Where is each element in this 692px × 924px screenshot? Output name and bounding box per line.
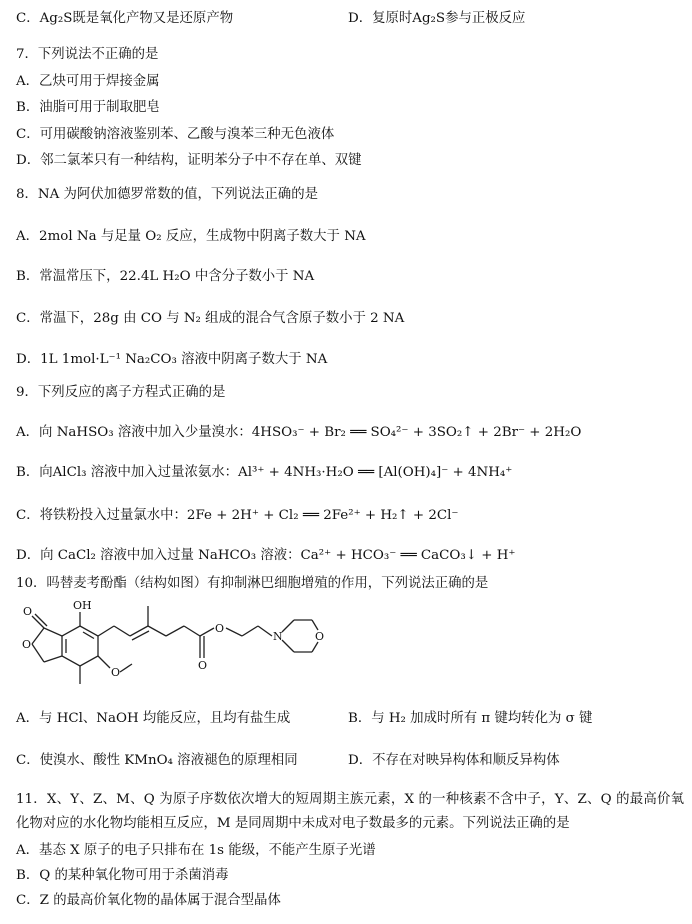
q10-option-a: A．与 HCl、NaOH 均能反应，且均有盐生成 (16, 711, 291, 726)
structure-label-oh: OH (73, 599, 92, 612)
q7-option-b: B．油脂可用于制取肥皂 (16, 100, 160, 115)
q10-stem: 10．吗替麦考酚酯（结构如图）有抑制淋巴细胞增殖的作用，下列说法正确的是 (16, 576, 489, 591)
structure-label-n: N (273, 630, 283, 643)
q8-option-d: D．1L 1mol·L⁻¹ Na₂CO₃ 溶液中阴离子数大于 NA (16, 352, 328, 367)
q9-option-a: A．向 NaHSO₃ 溶液中加入少量溴水：4HSO₃⁻ + Br₂ ══ SO₄²⁻ + 3SO₂↑ + 2Br⁻ + 2H₂O (16, 425, 582, 440)
structure-label-o-ester-carbonyl: O (198, 659, 208, 672)
q10-option-c: C．使溴水、酸性 KMnO₄ 溶液褪色的原理相同 (16, 753, 298, 768)
q9-option-d: D．向 CaCl₂ 溶液中加入过量 NaHCO₃ 溶液：Ca²⁺ + HCO₃⁻ ══ CaCO₃↓ + H⁺ (16, 548, 516, 563)
q11-option-c: C．Z 的最高价氧化物的晶体属于混合型晶体 (16, 893, 281, 908)
q10-option-b: B．与 H₂ 加成时所有 π 键均转化为 σ 键 (348, 711, 593, 726)
q7-option-d: D．邻二氯苯只有一种结构，证明苯分子中不存在单、双键 (16, 153, 362, 168)
q8-option-b: B．常温常压下，22.4L H₂O 中含分子数小于 NA (16, 269, 315, 284)
q8-stem: 8．NA 为阿伏加德罗常数的值，下列说法正确的是 (16, 187, 318, 202)
q9-option-c: C．将铁粉投入过量氯水中：2Fe + 2H⁺ + Cl₂ ══ 2Fe²⁺ + H₂↑ + 2Cl⁻ (16, 508, 459, 523)
q7-stem: 7．下列说法不正确的是 (16, 47, 159, 62)
q9-stem: 9．下列反应的离子方程式正确的是 (16, 385, 226, 400)
q7-option-c: C．可用碳酸钠溶液鉴别苯、乙酸与溴苯三种无色液体 (16, 127, 335, 142)
structure-label-o-methoxy: O (111, 666, 121, 679)
q7-option-a: A．乙炔可用于焊接金属 (16, 74, 160, 89)
q11-option-b: B．Q 的某种氧化物可用于杀菌消毒 (16, 868, 229, 883)
q6-option-d: D．复原时Ag₂S参与正极反应 (348, 11, 526, 26)
q11-stem: 11．X、Y、Z、M、Q 为原子序数依次增大的短周期主族元素，X 的一种核素不含中子，Y、Z、Q 的最高价氧化物对应的水化物均能相互反应，M 是同周期中未成对电子数最多的元素。下列说法正确的是 (16, 792, 684, 831)
structure-label-o-morpholine: O (315, 630, 325, 643)
q10-option-d: D．不存在对映异构体和顺反异构体 (348, 753, 560, 768)
structure-label-o-ester: O (215, 622, 225, 635)
q8-option-c: C．常温下，28g 由 CO 与 N₂ 组成的混合气含原子数小于 2 NA (16, 311, 405, 326)
q6-option-c: C．Ag₂S既是氧化产物又是还原产物 (16, 11, 234, 26)
molecule-structure-diagram (10, 596, 330, 700)
q11-option-a: A．基态 X 原子的电子只排布在 1s 能级，不能产生原子光谱 (16, 843, 376, 858)
structure-label-o-ring: O (22, 638, 32, 651)
structure-label-o-carbonyl: O (23, 605, 33, 618)
q8-option-a: A．2mol Na 与足量 O₂ 反应，生成物中阴离子数大于 NA (16, 229, 366, 244)
q9-option-b: B．向AlCl₃ 溶液中加入过量浓氨水：Al³⁺ + 4NH₃·H₂O ══ [Al(OH)₄]⁻ + 4NH₄⁺ (16, 465, 513, 480)
